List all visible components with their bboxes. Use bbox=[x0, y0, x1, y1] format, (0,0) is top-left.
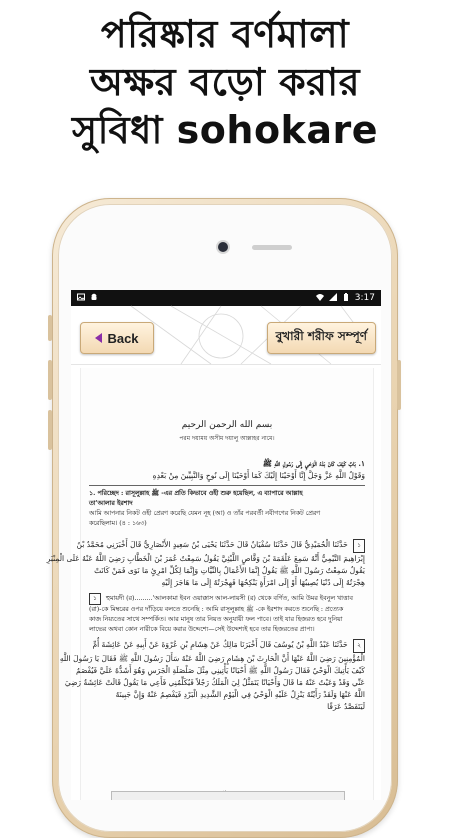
phone-side-button bbox=[48, 315, 52, 341]
hadith-1-bengali-1 bbox=[81, 593, 373, 605]
battery-icon bbox=[342, 293, 350, 304]
hadith-1-bengali-3: কাজ নিয়্যতের সাথে সম্পর্কিত। আর মানুষ তার নিয়ত অনুযায়ী ফল পাবে। তাই যার হিজরত হবে দুনিয়া bbox=[89, 616, 343, 623]
hadith-1-bengali-2: (রা)-কে মিম্বরের ওপর দাঁড়িয়ে বলতে শুনেছি : আমি রাসূলুল্লাহ ﷺ -কে ইরশাদ করতে শুনেছি : প্রত্যেক bbox=[89, 606, 344, 613]
hadith-2-arabic-5: اللَّهُ عَنْهَا وَلَقَدْ رَأَيْتُهُ يَنْزِلُ عَلَيْهِ الْوَحْيُ فِي الْيَوْمِ الشَّدِيدِ الْبَرْدِ فَيَفْصِمُ عَنْهُ وَإِنَّ جَبِينَهُ bbox=[115, 690, 365, 699]
hadith-2-arabic-text-1: حَدَّثَنَا عَبْدُ اللَّهِ بْنُ يُوسُفَ قَالَ أَخْبَرَنَا مَالِكٌ عَنْ هِشَامِ بْنِ عُرْوَةَ عَنْ أَبِيهِ عَنْ عَائِشَةَ أُمِّ bbox=[92, 640, 348, 649]
book-page[interactable] bbox=[46, 368, 374, 800]
back-arrow-icon bbox=[95, 333, 102, 343]
hadith-1-arabic-3: يَقُولُ سَمِعْتُ رَسُولَ اللَّهِ ﷺ يَقُولُ إِنَّمَا الأَعْمَالُ بِالنِّيَّاتِ وَإِنَّمَا لِكُلِّ امْرِئٍ مَا نَوَى فَمَنْ كَانَتْ bbox=[94, 566, 365, 575]
phone-power-button bbox=[397, 360, 401, 410]
hadith-1-number: ১ bbox=[353, 539, 365, 553]
hadith-1-arabic-text-1: حَدَّثَنَا الْحُمَيْدِيُّ قَالَ حَدَّثَنَا سُفْيَانُ قَالَ حَدَّثَنَا يَحْيَى بْنُ سَعِيدٍ الأَنْصَارِيُّ قَالَ أَخْبَرَنِي مُحَمَّدُ بْنُ bbox=[76, 540, 348, 549]
wifi-icon bbox=[316, 293, 324, 304]
app-toolbar bbox=[71, 306, 381, 365]
hadith-1-arabic-2: إِبْرَاهِيمَ التَّيْمِيُّ أَنَّهُ سَمِعَ عَلْقَمَةَ بْنَ وَقَّاصٍ اللَّيْثِيَّ يَقُولُ سَمِعْتُ عُمَرَ بْنَ الْخَطَّابِ رَضِيَ اللَّهُ عَنْهُ عَلَى الْمِنْبَرِ bbox=[46, 554, 365, 563]
hadith-1-arabic-4: هِجْرَتُهُ إِلَى دُنْيَا يُصِيبُهَا أَوْ إِلَى امْرَأَةٍ يَنْكِحُهَا فَهِجْرَتُهُ إِلَى مَا هَاجَرَ إِلَيْهِ bbox=[161, 578, 365, 587]
phone-volume-down bbox=[48, 410, 52, 450]
chapter-heading-bengali-2: তা'আলার ইরশাদ bbox=[89, 500, 133, 507]
hadith-2-arabic-1 bbox=[81, 639, 373, 653]
hadith-1-bengali-text-1: হুমায়দী (র).........'আলকামা ইবন ওয়াক্কাস আল-লায়সী (র) থেকে বর্ণিত, আমি উমর ইবনুল খাত্তাব bbox=[105, 595, 353, 602]
chapter-heading-bengali-1: ১. পরিচ্ছেদ : রাসূলুল্লাহ ﷺ -এর প্রতি কিভাবে ওহী শুরু হয়েছিল, এ ব্যাপারে আল্লাহ bbox=[89, 490, 303, 497]
image-icon bbox=[77, 293, 85, 304]
divider bbox=[89, 485, 365, 486]
bismillah-bengali: পরম দয়াময় অসীম দয়ালু আল্লাহর নামে। bbox=[179, 435, 275, 442]
phone-volume-up bbox=[48, 360, 52, 400]
hadith-1-arabic-1 bbox=[76, 539, 373, 553]
front-camera-icon bbox=[218, 242, 228, 252]
page-nav-bar[interactable] bbox=[111, 791, 345, 800]
signal-icon bbox=[329, 293, 337, 304]
hadith-1-bengali-number: ১ bbox=[89, 593, 101, 605]
verse-bengali-1: আমি আপনার নিকট ওহী প্রেরণ করেছি যেমন নূহ (আ) ও তাঁর পরবর্তী নবীগণের নিকট প্রেরণ bbox=[89, 510, 321, 517]
hadith-2-arabic-2: الْمُؤْمِنِينَ رَضِيَ اللَّهُ عَنْهَا أَنَّ الْحَارِثَ بْنَ هِشَامٍ رَضِيَ اللَّهُ عَنْهُ سَأَلَ رَسُولَ اللَّهِ ﷺ فَقَالَ يَا رَسُولَ اللَّهِ bbox=[59, 654, 365, 663]
back-button-label: Back bbox=[107, 330, 139, 346]
promo-line-2: অক্ষর বড়ো করার bbox=[89, 60, 361, 104]
app-screen bbox=[46, 290, 381, 800]
promo-line-1: পরিষ্কার বর্ণমালা bbox=[100, 12, 350, 56]
hadith-1-bengali-4: লাভের অথবা কোন নারীকে বিয়ে করার উদ্দেশ্যে—সেই উদ্দেশ্যই হবে তার হিজরতের প্রাপ্য। bbox=[89, 626, 315, 633]
status-bar bbox=[71, 290, 381, 306]
hadith-2-arabic-4: عَنِّي وَقَدْ وَعَيْتُ عَنْهُ مَا قَالَ وَأَحْيَانًا يَتَمَثَّلُ لِيَ الْمَلَكُ رَجُلاً فَيُكَلِّمُنِي فَأَعِي مَا يَقُولُ قَالَتْ عَائِشَةُ رَضِيَ bbox=[64, 678, 365, 687]
bismillah-arabic: بسم الله الرحمن الرحيم bbox=[181, 420, 273, 430]
android-icon bbox=[90, 293, 98, 304]
verse-bengali-2: করেছিলাম। (৪ : ১৬৩) bbox=[89, 520, 147, 527]
promo-heading bbox=[0, 10, 450, 154]
hadith-2-arabic-6: لَيَتَفَصَّدُ عَرَقًا bbox=[327, 702, 365, 711]
back-button[interactable] bbox=[80, 322, 154, 354]
status-time: 3:17 bbox=[354, 293, 375, 303]
verse-arabic: وَقَوْلُ اللَّهِ عَزَّ وَجَلَّ إِنَّا أَوْحَيْنَا إِلَيْكَ كَمَا أَوْحَيْنَا إِلَى نُوحٍ وَالنَّبِيِّينَ مِنْ بَعْدِهِ bbox=[152, 471, 365, 480]
hadith-2-number: ২ bbox=[353, 639, 365, 653]
promo-line-3: সুবিধা sohokare bbox=[72, 108, 378, 152]
chapter-heading-arabic: ١. بَابٌ كَيْفَ كَانَ بَدْءُ الْوَحْيِ إِلَى رَسُولِ اللَّهِ ﷺ bbox=[262, 459, 365, 468]
hadith-2-arabic-3: كَيْفَ يَأْتِيكَ الْوَحْيُ فَقَالَ رَسُولُ اللَّهِ ﷺ أَحْيَانًا يَأْتِينِي مِثْلَ صَلْصَلَةِ الْجَرَسِ وَهُوَ أَشَدُّهُ عَلَيَّ فَيُفْصَمُ bbox=[75, 666, 365, 675]
app-title: বুখারী শরীফ সম্পূর্ণ bbox=[267, 322, 376, 354]
earpiece bbox=[252, 245, 292, 250]
